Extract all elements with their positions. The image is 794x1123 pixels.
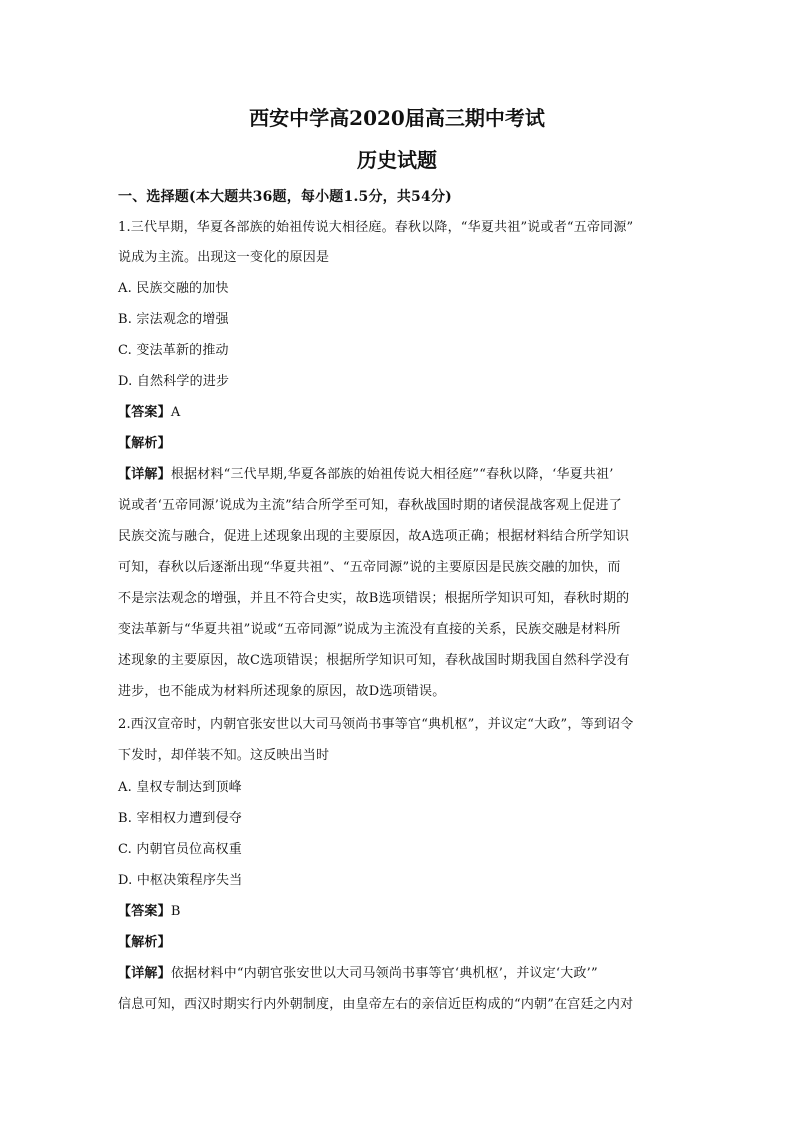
exam-subtitle: 历史试题 — [357, 148, 437, 172]
q1-detail-line: 民族交流与融合，促进上述现象出现的主要原因，故A选项正确；根据材料结合所学知识 — [118, 529, 630, 544]
q2-stem-line: 下发时，却佯装不知。这反映出当时 — [118, 748, 330, 763]
q1-stem-line: 1.三代早期，华夏各部族的始祖传说大相径庭。春秋以降，“华夏共祖”说或者“五帝同源” — [118, 220, 634, 235]
q2-detail-line — [118, 963, 678, 985]
q1-option-a: A. 民族交融的加快 — [118, 281, 229, 296]
q2-analysis-label: 【解析】 — [118, 935, 171, 950]
q1-option-d: D. 自然科学的进步 — [118, 374, 230, 389]
exam-title: 西安中学高2020届高三期中考试 — [249, 106, 545, 130]
q1-detail-line: 进步，也不能成为材料所述现象的原因，故D选项错误。 — [118, 684, 446, 699]
q1-option-c: C. 变法革新的推动 — [118, 343, 229, 358]
q2-option-d: D. 中枢决策程序失当 — [118, 873, 243, 888]
q1-answer-value: A — [170, 405, 181, 420]
q1-detail-text: 根据材料“三代早期,华夏各部族的始祖传说大相径庭”“春秋以降，‘华夏共祖’ — [170, 467, 614, 482]
q1-answer — [118, 402, 678, 424]
q1-detail-line — [118, 464, 678, 486]
q1-detail-line: 述现象的主要原因，故C选项错误；根据所学知识可知，春秋战国时期我国自然科学没有 — [118, 653, 630, 668]
q1-stem-line: 说成为主流。出现这一变化的原因是 — [118, 250, 330, 265]
q2-answer — [118, 901, 678, 923]
q1-analysis-label: 【解析】 — [118, 436, 171, 451]
q1-detail-line: 不是宗法观念的增强，并且不符合史实，故B选项错误；根据所学知识可知，春秋时期的 — [118, 591, 630, 606]
q1-detail-line: 说或者‘五帝同源’说成为主流”结合所学至可知，春秋战国时期的诸侯混战客观上促进了 — [118, 498, 622, 513]
q1-detail-label: 【详解】 — [118, 467, 171, 482]
q1-detail-line: 可知，春秋以后逐渐出现“华夏共祖”、“五帝同源”说的主要原因是民族交融的加快，而 — [118, 560, 621, 575]
q1-detail-line: 变法革新与“华夏共祖”说或“五帝同源”说成为主流没有直接的关系，民族交融是材料所 — [118, 622, 621, 637]
q2-option-a: A. 皇权专制达到顶峰 — [118, 780, 242, 795]
q2-option-c: C. 内朝官员位高权重 — [118, 842, 242, 857]
q2-stem-line: 2.西汉宣帝时，内朝官张安世以大司马领尚书事等官“典机枢”，并议定“大政”，等到诏令 — [118, 717, 634, 732]
q2-detail-label: 【详解】 — [118, 966, 171, 981]
q2-detail-text: 依据材料中“内朝官张安世以大司马领尚书事等官‘典机枢’，并议定‘大政’” — [170, 966, 598, 981]
q2-detail-line: 信息可知，西汉时期实行内外朝制度，由皇帝左右的亲信近臣构成的“内朝”在宫廷之内对 — [118, 997, 634, 1012]
q1-answer-label: 【答案】 — [118, 405, 171, 420]
q1-option-b: B. 宗法观念的增强 — [118, 312, 229, 327]
q2-option-b: B. 宰相权力遭到侵夺 — [118, 811, 243, 826]
q2-answer-label: 【答案】 — [118, 904, 171, 919]
section-heading: 一、选择题(本大题共36题，每小题1.5分，共54分) — [118, 189, 452, 205]
q2-answer-value: B — [170, 904, 181, 919]
